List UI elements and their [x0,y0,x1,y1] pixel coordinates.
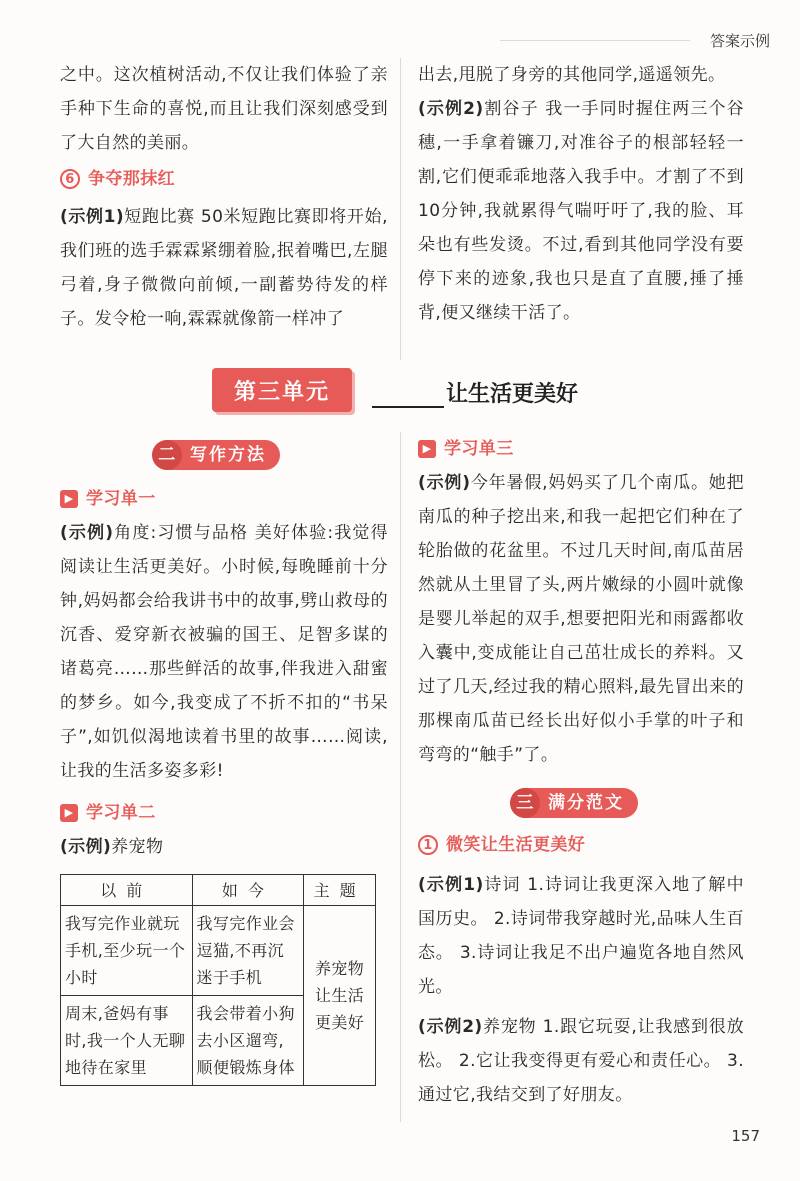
example-tag: (示例) [60,523,114,543]
study-paragraph [418,466,744,772]
example-text: 割谷子 我一手同时握住两三个谷穗,一手拿着镰刀,对准谷子的根部轻轻一割,它们便乖乖地落入我手中。才割了不到10分钟,我就累得气喘吁吁了,我的脸、耳朵也有些发烫。不过,看到其他同学没有要停下来的迹象,我也只是直了直腰,捶了捶背,便又继续干活了。 [418,99,744,323]
study-paragraph [60,830,388,864]
section-heading [60,162,388,196]
page-number: 157 [731,1127,760,1145]
example-tag: (示例) [60,837,112,857]
table-theme-cell: 养宠物让生活更美好 [304,906,376,1086]
arrow-icon: ▶ [418,440,436,458]
top-right-column [418,58,744,330]
study-title: 学习单三 [444,439,514,459]
table-cell: 我写完作业会逗猫,不再沉迷于手机 [192,906,304,996]
arrow-icon: ▶ [60,804,78,822]
section-title: 微笑让生活更美好 [446,835,586,855]
header-title: 答案示例 [709,32,770,50]
bottom-right-column [418,432,744,1112]
column-divider-bottom [400,432,401,1122]
pill-number: 二 [152,440,182,470]
unit-title [372,374,578,408]
example-tag: (示例1) [60,207,125,227]
pill-row [60,438,388,472]
unit-banner [212,368,592,416]
paragraph: 出去,甩脱了身旁的其他同学,遥遥领先。 [418,65,726,85]
example-paragraph [60,200,388,336]
study-text: 角度:习惯与品格 美好体验:我觉得阅读让生活更美好。小时候,每晚睡前十分钟,妈妈都会给我讲书中的故事,劈山救母的沉香、爱穿新衣被骗的国王、足智多谋的诸葛亮……那些鲜活的故事,伴我进入甜蜜的梦乡。如今,我变成了不折不扣的“书呆子”,如饥似渴地读着书里的故事……阅读,让我的生活多姿多彩! [60,523,388,781]
study-title: 学习单二 [86,803,156,823]
example-paragraph [418,868,744,1004]
pill-label: 写作方法 [190,445,266,465]
table-header: 主题 [304,875,376,906]
section-heading [418,828,744,862]
paragraph: 之中。这次植树活动,不仅让我们体验了亲手种下生命的喜悦,而且让我们深刻感受到了大自然的美丽。 [60,65,388,153]
example-tag: (示例2) [418,99,484,119]
table-cell: 周末,爸妈有事时,我一个人无聊地待在家里 [61,996,193,1086]
unit-title-text: 让生活更美好 [446,382,579,407]
example-tag: (示例2) [418,1017,483,1037]
example-text: 短跑比赛 50米短跑比赛即将开始,我们班的选手霖霖紧绷着脸,抿着嘴巴,左腿弓着,身子微微向前倾,一副蓄势待发的样子。发令枪一响,霖霖就像箭一样冲了 [60,207,388,329]
number-badge: 6 [60,169,80,189]
bottom-left-column [60,438,388,1086]
pill-label: 满分范文 [548,793,624,813]
table-cell: 我写完作业就玩手机,至少玩一个小时 [61,906,193,996]
top-left-column [60,58,388,336]
example-tag: (示例1) [418,875,484,895]
study-text: 今年暑假,妈妈买了几个南瓜。她把南瓜的种子挖出来,和我一起把它们种在了轮胎做的花盆里。不过几天时间,南瓜苗居然就从土里冒了头,两片嫩绿的小圆叶就像是婴儿举起的双手,想要把阳光和雨露都收入囊中,变成能让自己茁壮成长的养料。又过了几天,经过我的精心照料,最先冒出来的那棵南瓜苗已经长出好似小手掌的叶子和弯弯的“触手”了。 [418,473,745,765]
page-header [0,0,800,60]
pill-number: 三 [510,788,540,818]
study-text: 养宠物 [111,837,164,857]
arrow-icon: ▶ [60,490,78,508]
pill-row [418,786,744,820]
example-paragraph [418,92,744,330]
table-row [61,906,376,996]
section-pill [152,440,280,470]
study-heading [418,432,744,466]
section-title: 争夺那抹红 [88,169,175,189]
example-text: 养宠物 1.跟它玩耍,让我感到很放松。 2.它让我变得更有爱心和责任心。 3.通过它,我结交到了好朋友。 [418,1017,745,1105]
study-paragraph [60,516,388,788]
table-header-row [61,875,376,906]
example-paragraph [418,1010,744,1112]
unit-label: 第三单元 [212,368,352,412]
comparison-table [60,874,376,1086]
number-badge: 1 [418,835,438,855]
study-heading [60,482,388,516]
table-cell: 我会带着小狗去小区遛弯,顺便锻炼身体 [192,996,304,1086]
header-rule [500,40,690,41]
fill-blank [372,382,444,408]
example-text: 诗词 1.诗词让我更深入地了解中国历史。 2.诗词带我穿越时光,品味人生百态。 3.诗词让我足不出户遍览各地自然风光。 [418,875,744,997]
table-header: 如今 [192,875,304,906]
study-title: 学习单一 [86,489,156,509]
study-heading [60,796,388,830]
example-tag: (示例) [418,473,471,493]
table-header: 以前 [61,875,193,906]
section-pill [510,788,638,818]
column-divider-top [400,58,401,360]
